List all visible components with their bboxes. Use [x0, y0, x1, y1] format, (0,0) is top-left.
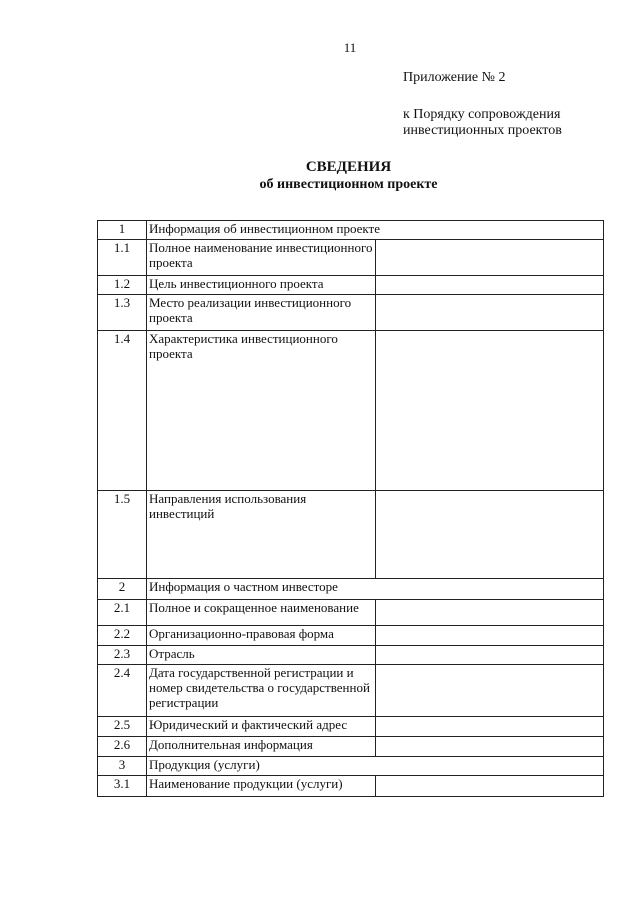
row-label: Полное и сокращенное наименование [147, 600, 376, 626]
appendix-header [403, 70, 562, 139]
row-number: 2.1 [98, 600, 147, 626]
table-row [98, 600, 604, 626]
table-row [98, 240, 604, 276]
row-label: Цель инвестиционного проекта [147, 276, 376, 295]
table-row [98, 626, 604, 646]
table-row [98, 295, 604, 331]
table-row [98, 717, 604, 737]
row-label: Отрасль [147, 646, 376, 665]
table-row [98, 276, 604, 295]
row-number: 3 [98, 757, 147, 776]
row-number: 2.4 [98, 665, 147, 717]
row-value-cell[interactable] [375, 626, 604, 646]
section-label: Информация о частном инвесторе [147, 579, 604, 600]
row-number: 3.1 [98, 776, 147, 797]
row-number: 1.1 [98, 240, 147, 276]
table-row [98, 579, 604, 600]
table-row [98, 737, 604, 757]
row-number: 1.5 [98, 491, 147, 579]
table-row [98, 221, 604, 240]
table-row [98, 646, 604, 665]
row-number: 1.4 [98, 331, 147, 491]
row-number: 2.2 [98, 626, 147, 646]
row-number: 2.5 [98, 717, 147, 737]
row-value-cell[interactable] [375, 331, 604, 491]
row-label: Направления использования инвестиций [147, 491, 376, 579]
row-value-cell[interactable] [375, 600, 604, 626]
page-number: 11 [343, 40, 357, 55]
row-value-cell[interactable] [375, 295, 604, 331]
row-number: 2 [98, 579, 147, 600]
table-row [98, 665, 604, 717]
table-row [98, 776, 604, 797]
row-label: Дата государственной регистрации и номер свидетельства о государственной регистрации [147, 665, 376, 717]
title-main: СВЕДЕНИЯ [305, 159, 392, 175]
section-label: Информация об инвестиционном проекте [147, 221, 604, 240]
title-subtitle: об инвестиционном проекте [259, 177, 438, 192]
appendix-reference-line2: инвестиционных проектов [403, 123, 562, 138]
row-value-cell[interactable] [375, 665, 604, 717]
row-label: Наименование продукции (услуги) [147, 776, 376, 797]
row-value-cell[interactable] [375, 717, 604, 737]
row-value-cell[interactable] [375, 776, 604, 797]
row-number: 1.3 [98, 295, 147, 331]
row-value-cell[interactable] [375, 276, 604, 295]
row-value-cell[interactable] [375, 491, 604, 579]
appendix-number: Приложение № 2 [403, 70, 506, 85]
row-number: 2.3 [98, 646, 147, 665]
document-title [0, 158, 640, 194]
row-value-cell[interactable] [375, 240, 604, 276]
section-label: Продукция (услуги) [147, 757, 604, 776]
table-row [98, 491, 604, 579]
row-label: Полное наименование инвестиционного проекта [147, 240, 376, 276]
row-value-cell[interactable] [375, 646, 604, 665]
row-label: Дополнительная информация [147, 737, 376, 757]
row-label: Место реализации инвестиционного проекта [147, 295, 376, 331]
row-number: 1.2 [98, 276, 147, 295]
row-label: Юридический и фактический адрес [147, 717, 376, 737]
row-value-cell[interactable] [375, 737, 604, 757]
row-number: 2.6 [98, 737, 147, 757]
table-row [98, 331, 604, 491]
row-number: 1 [98, 221, 147, 240]
row-label: Организационно-правовая форма [147, 626, 376, 646]
table-row [98, 757, 604, 776]
appendix-reference-line1: к Порядку сопровождения [403, 107, 561, 122]
row-label: Характеристика инвестиционного проекта [147, 331, 376, 491]
project-info-table [97, 220, 604, 797]
